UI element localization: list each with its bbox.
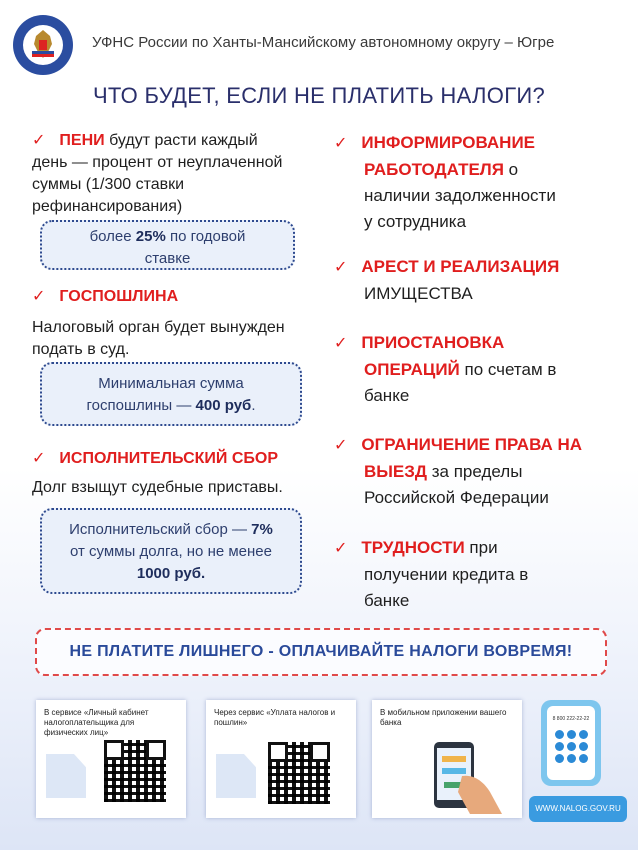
document-icon <box>216 754 256 798</box>
card-tax-payment-service[interactable] <box>206 700 356 818</box>
page-title: ЧТО БУДЕТ, ЕСЛИ НЕ ПЛАТИТЬ НАЛОГИ? <box>92 83 546 108</box>
document-icon <box>46 754 86 798</box>
hand-phone-icon <box>412 736 512 816</box>
peni-box-bold: 25% <box>135 228 166 245</box>
gosposhlina-box-pre: госпошлины — <box>86 397 196 414</box>
keypad-dot <box>567 742 576 751</box>
item3-text-2: по счетам в <box>459 360 557 379</box>
keypad-dot <box>579 730 588 739</box>
check-icon: ✓ <box>334 135 348 152</box>
item3-red-1: ПРИОСТАНОВКА <box>361 333 505 352</box>
peni-box-line-2: ставке <box>144 250 191 267</box>
item3-line-3: банке <box>364 386 410 405</box>
item4-red-1: ОГРАНИЧЕНИЕ ПРАВА НА <box>361 435 583 454</box>
card1-caption: В сервисе «Личный кабинет налогоплательщика для физических лиц» <box>44 708 149 737</box>
keypad-grid <box>547 730 595 763</box>
item4-line-3: Российской Федерации <box>364 488 549 507</box>
header-org: УФНС России по Ханты-Мансийскому автономному округу – Югре <box>92 34 555 51</box>
credit-item <box>334 535 624 614</box>
card-personal-account[interactable] <box>36 700 186 818</box>
item1-line-4: у сотрудника <box>364 212 467 231</box>
gosposhlina-line-1: Налоговый орган будет вынужден <box>32 319 285 336</box>
peni-box-pre: более <box>89 228 136 245</box>
sbor-label: ИСПОЛНИТЕЛЬСКИЙ СБОР <box>59 450 278 467</box>
peni-label: ПЕНИ <box>59 132 105 149</box>
gosposhlina-line-2: подать в суд. <box>32 341 130 358</box>
item1-text-2: о <box>503 160 519 179</box>
item5-text-1: при <box>464 538 498 557</box>
keypad-dot <box>555 730 564 739</box>
phone-number: 8 800 222-22-22 <box>552 716 590 722</box>
item4-red-2: ВЫЕЗД <box>364 462 428 481</box>
peni-text: будут расти каждый <box>104 132 258 149</box>
sbor-box-line-3: 1000 руб. <box>136 565 206 582</box>
check-icon: ✓ <box>334 540 348 557</box>
item4-text-2: за пределы <box>427 462 523 481</box>
gosposhlina-box-line-1: Минимальная сумма <box>98 375 244 392</box>
gosposhlina-box-bold: 400 руб <box>195 397 252 414</box>
check-icon: ✓ <box>32 288 46 305</box>
pay-on-time-banner: НЕ ПЛАТИТЕ ЛИШНЕГО - ОПЛАЧИВАЙТЕ НАЛОГИ ВОВРЕМЯ! <box>35 628 607 676</box>
gosposhlina-label: ГОСПОШЛИНА <box>59 288 179 305</box>
card3-caption: В мобильном приложении вашего банка <box>380 708 507 727</box>
item1-red-1: ИНФОРМИРОВАНИЕ <box>361 133 536 152</box>
peni-section <box>32 130 322 218</box>
suspension-item <box>334 330 624 409</box>
keypad-dot <box>555 754 564 763</box>
fns-emblem-icon <box>12 14 74 76</box>
check-icon: ✓ <box>32 450 46 467</box>
check-icon: ✓ <box>334 259 348 276</box>
fns-logo <box>12 14 74 76</box>
card2-caption: Через сервис «Уплата налогов и пошлин» <box>214 708 336 727</box>
item3-red-2: ОПЕРАЦИЙ <box>364 360 460 379</box>
item2-red-1: АРЕСТ И РЕАЛИЗАЦИЯ <box>361 257 560 276</box>
sbor-info-box <box>40 508 302 594</box>
peni-info-box <box>40 220 295 270</box>
sbor-section <box>32 448 322 499</box>
keypad-dot <box>555 742 564 751</box>
arrest-item <box>334 254 624 307</box>
gosposhlina-section <box>32 286 322 361</box>
card-bank-app[interactable] <box>372 700 522 818</box>
sbor-box-pre: Исполнительский сбор — <box>69 521 252 538</box>
keypad-dot <box>567 730 576 739</box>
sbor-box-bold: 7% <box>251 521 273 538</box>
check-icon: ✓ <box>32 132 46 149</box>
phone-screen <box>547 706 595 780</box>
qr-code-icon[interactable] <box>104 740 166 802</box>
gosposhlina-box-post: . <box>251 397 256 414</box>
item5-line-3: банке <box>364 591 410 610</box>
peni-line-3: суммы (1/300 ставки <box>32 176 185 193</box>
item2-line-2: ИМУЩЕСТВА <box>364 284 473 303</box>
sbor-line-1: Долг взыщут судебные приставы. <box>32 479 283 496</box>
keypad-dot <box>579 754 588 763</box>
phone-keypad[interactable] <box>541 700 601 786</box>
item5-line-2: получении кредита в <box>364 565 529 584</box>
item1-red-2: РАБОТОДАТЕЛЯ <box>364 160 504 179</box>
sbor-box-line-2: от суммы долга, но не менее <box>69 543 272 560</box>
peni-line-2: день — процент от неуплаченной <box>32 154 283 171</box>
check-icon: ✓ <box>334 335 348 352</box>
peni-box-post: по годовой <box>165 228 246 245</box>
keypad-dot <box>579 742 588 751</box>
employer-info-item <box>334 130 624 235</box>
peni-line-4: рефинансирования) <box>32 198 183 215</box>
nalog-site-link[interactable]: WWW.NALOG.GOV.RU <box>529 796 627 822</box>
check-icon: ✓ <box>334 437 348 454</box>
travel-restriction-item <box>334 432 634 511</box>
qr-code-icon[interactable] <box>268 742 330 804</box>
item5-red-1: ТРУДНОСТИ <box>361 538 465 557</box>
gosposhlina-info-box <box>40 362 302 426</box>
keypad-dot <box>567 754 576 763</box>
item1-line-3: наличии задолженности <box>364 186 556 205</box>
